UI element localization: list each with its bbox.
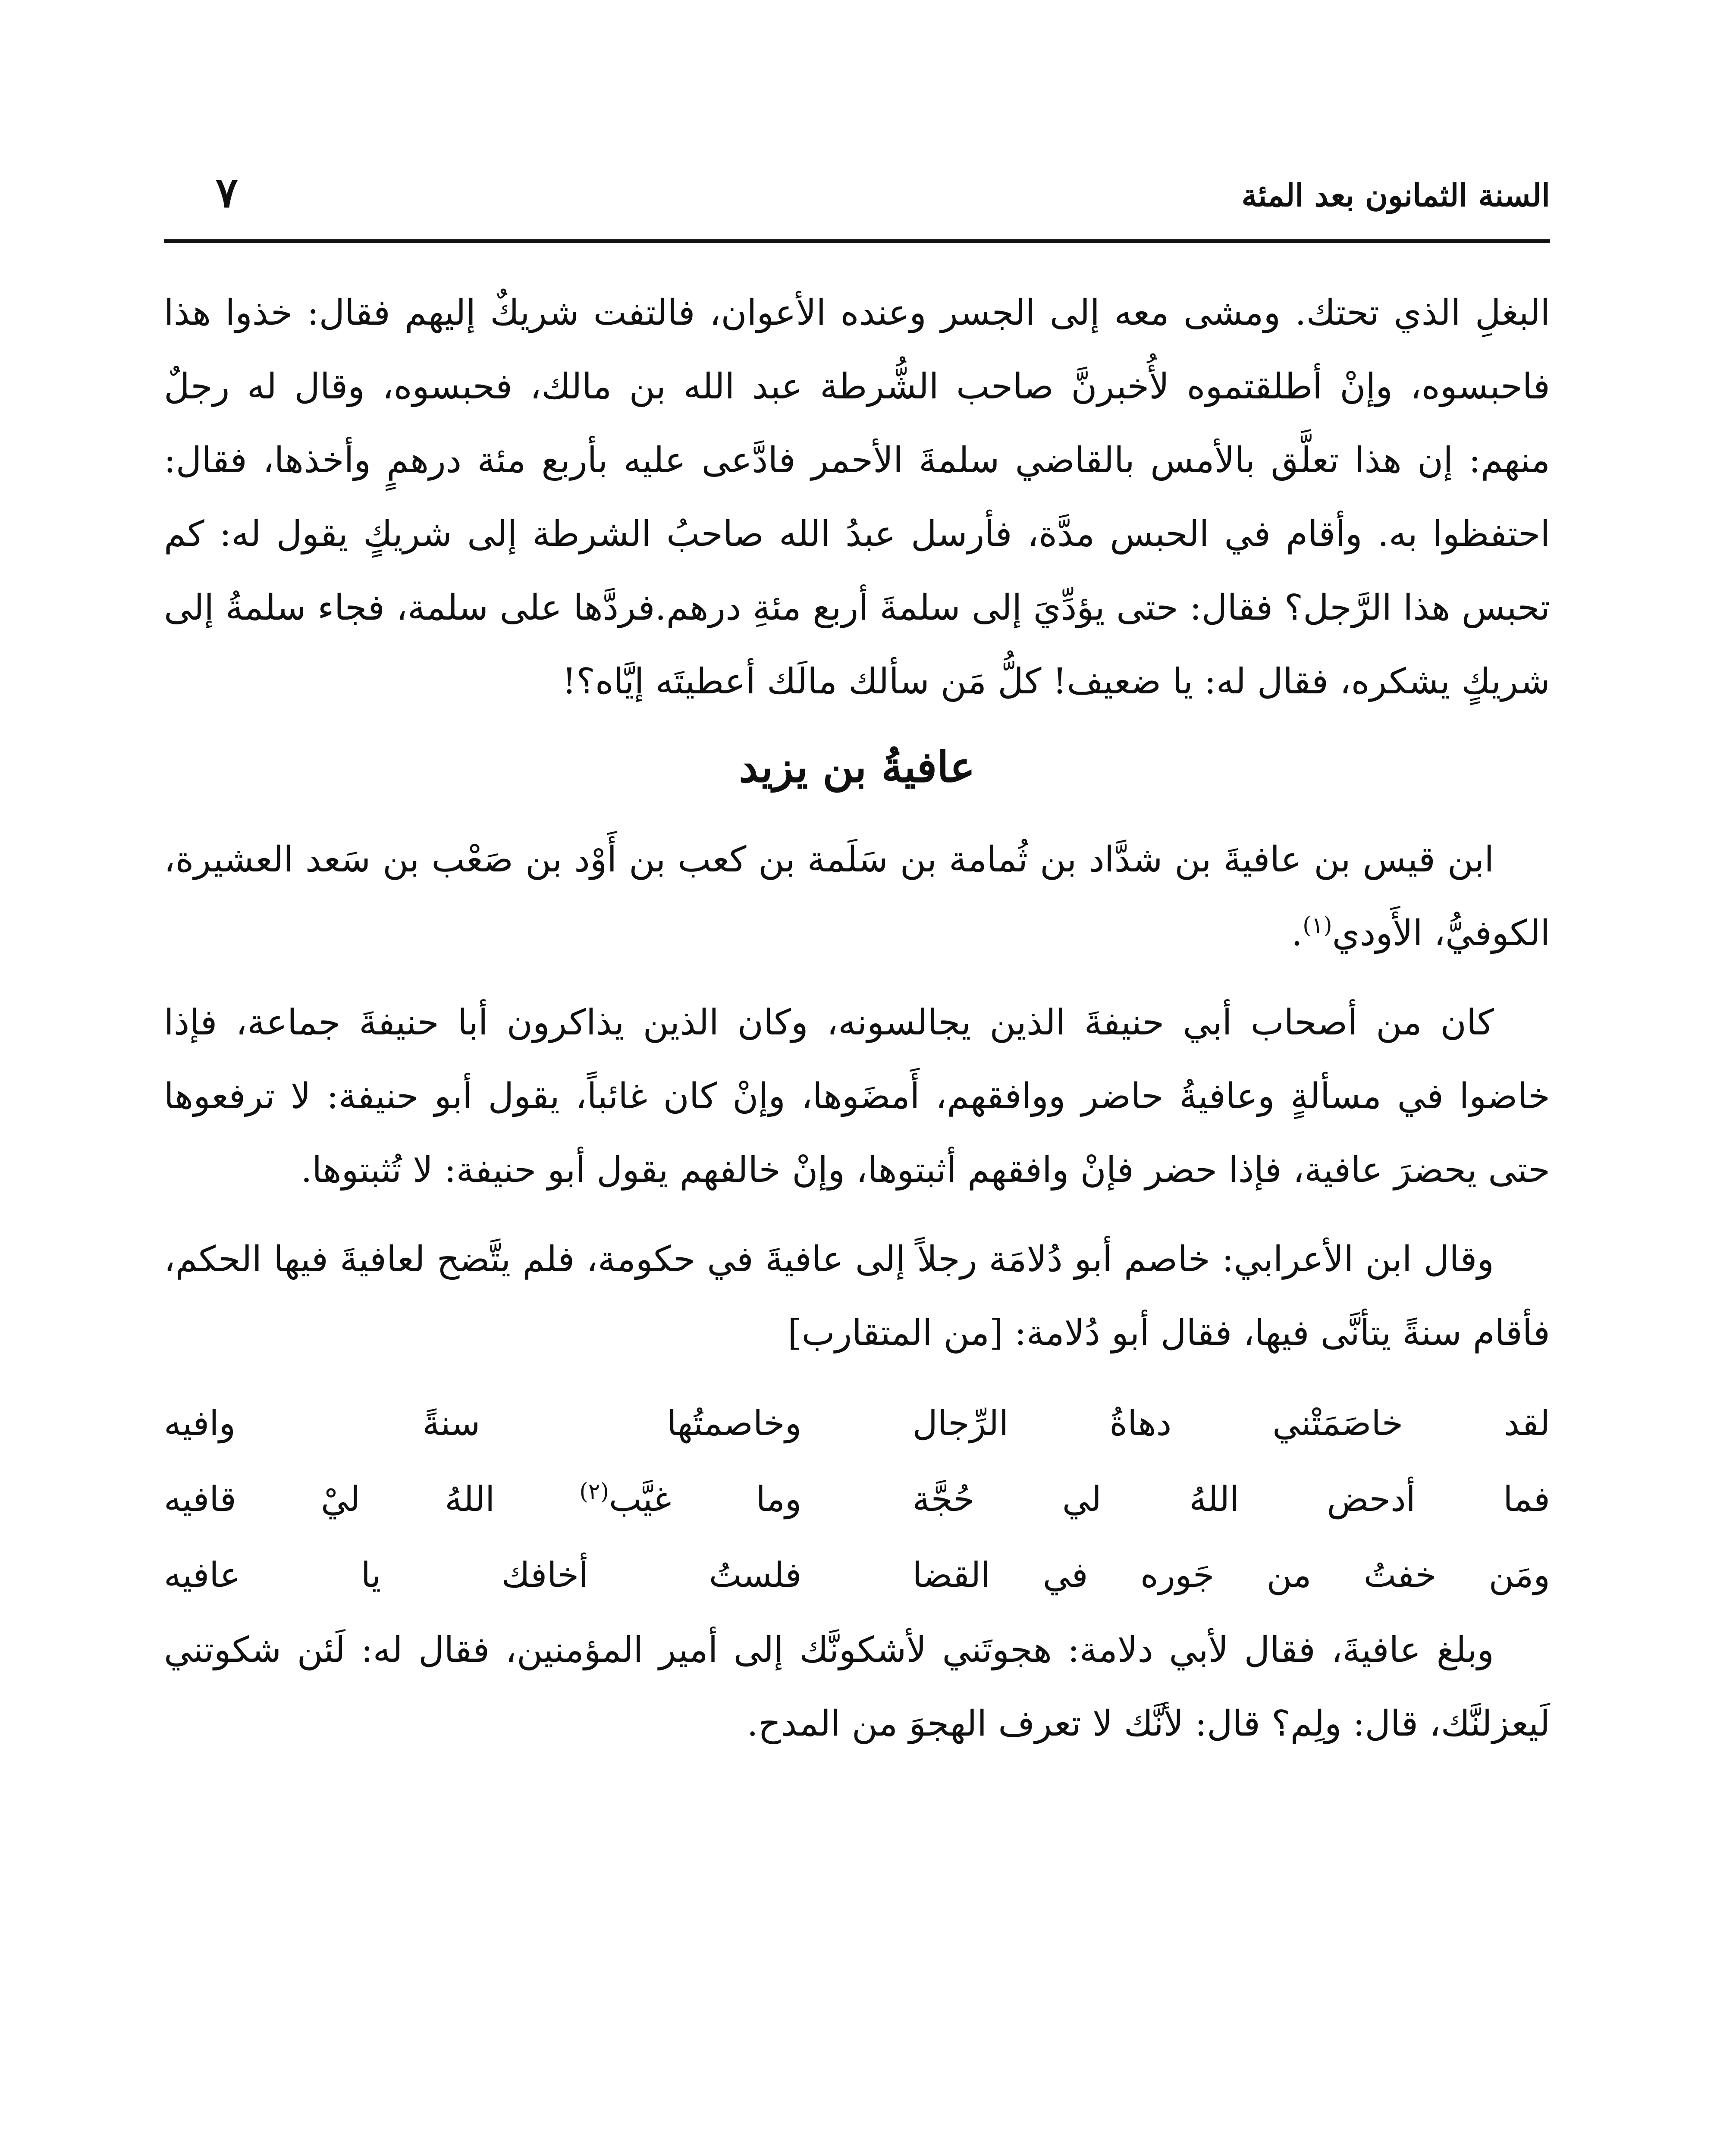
verse-line-1	[164, 1385, 1550, 1461]
section-heading: عافيةُ بن يزيد	[739, 743, 975, 792]
verse-line-3	[164, 1537, 1550, 1613]
verse-2-second-post: اللهُ ليْ قافيه	[164, 1479, 495, 1519]
verse-2-first-hemistich: فما أدحض اللهُ لي حُجَّة	[912, 1479, 1550, 1519]
paragraph-4-text: وقال ابن الأعرابي: خاصم أبو دُلامَة رجلاً إلى عافيةَ في حكومة، فلم يتَّضح لعافيةَ فيها الحكم، فأقام سنةً يتأنَّى فيها، فقال أبو دُلامة:	[164, 1239, 1550, 1354]
paragraph-4	[164, 1222, 1550, 1370]
verse-2-second-pre: وما غيَّب	[609, 1479, 802, 1519]
header-rule	[164, 239, 1550, 243]
verse-line-2	[164, 1461, 1550, 1537]
footnote-ref-2: (٢)	[579, 1479, 609, 1505]
running-title: السنة الثمانون بعد المئة	[1241, 177, 1550, 213]
verse-3-second-hemistich: فلستُ أخافك يا عافيه	[164, 1555, 802, 1595]
meter-label: [من المتقارب]	[788, 1313, 1004, 1354]
paragraph-2-text: ابن قيس بن عافيةَ بن شدَّاد بن ثُمامة بن سَلَمة بن كعب بن أَوْد بن صَعْب بن سَعد العشيرة، الكوفيُّ، الأَودي	[164, 839, 1550, 954]
verse-1-first-hemistich: لقد خاصَمَتْني دهاةُ الرِّجال	[912, 1403, 1550, 1443]
paragraph-2	[164, 823, 1550, 970]
paragraph-5: وبلغ عافيةَ، فقال لأبي دلامة: هجوتَني لأشكونَّك إلى أمير المؤمنين، فقال له: لَئن شكوتني لَيعزلنَّك، قال: ولِم؟ قال: لأنَّك لا تعرف الهجوَ من المدح.	[164, 1630, 1550, 1744]
paragraph-3: كان من أصحاب أبي حنيفةَ الذين يجالسونه، وكان الذين يذاكرون أبا حنيفةَ جماعة، فإذا خاضوا في مسألةٍ وعافيةُ حاضر ووافقهم، أَمضَوها، وإنْ كان غائباً، يقول أبو حنيفة: لا ترفعوها حتى يحضرَ عافية، فإذا حضر فإنْ وافقهم أثبتوها، وإنْ خالفهم يقول أبو حنيفة: لا تُثبتوها.	[164, 1002, 1550, 1191]
body-text	[164, 276, 1550, 1761]
paragraph-1: البغلِ الذي تحتك. ومشى معه إلى الجسر وعنده الأعوان، فالتفت شريكٌ إليهم فقال: خذوا هذا فاحبسوه، وإنْ أطلقتموه لأُخبرنَّ صاحب الشُّرطة عبد الله بن مالك، فحبسوه، وقال له رجلٌ منهم: إن هذا تعلَّق بالأمس بالقاضي سلمةَ الأحمر فادَّعى عليه بأربع مئة درهمٍ وأخذها، فقال: احتفظوا به. وأقام في الحبس مدَّة، فأرسل عبدُ الله صاحبُ الشرطة إلى شريكٍ يقول له: كم تحبس هذا الرَّجل؟ فقال: حتى يؤدِّيَ إلى سلمةَ أربع مئةِ درهم.فردَّها على سلمة، فجاء سلمةُ إلى شريكٍ يشكره، فقال له: يا ضعيف! كلُّ مَن سألك مالَك أعطيتَه إيَّاه؟!	[164, 292, 1550, 702]
page-number: ٧	[216, 168, 238, 217]
verse-1-second-hemistich: وخاصمتُها سنةً وافيه	[164, 1403, 802, 1443]
footnote-ref-1: (١)	[1303, 912, 1332, 939]
page-header	[164, 168, 1550, 229]
verse-2-second-hemistich	[164, 1461, 801, 1537]
verse-3-first-hemistich: ومَن خفتُ من جَوره في القضا	[912, 1555, 1550, 1595]
paragraph-2-end: .	[1291, 913, 1303, 954]
